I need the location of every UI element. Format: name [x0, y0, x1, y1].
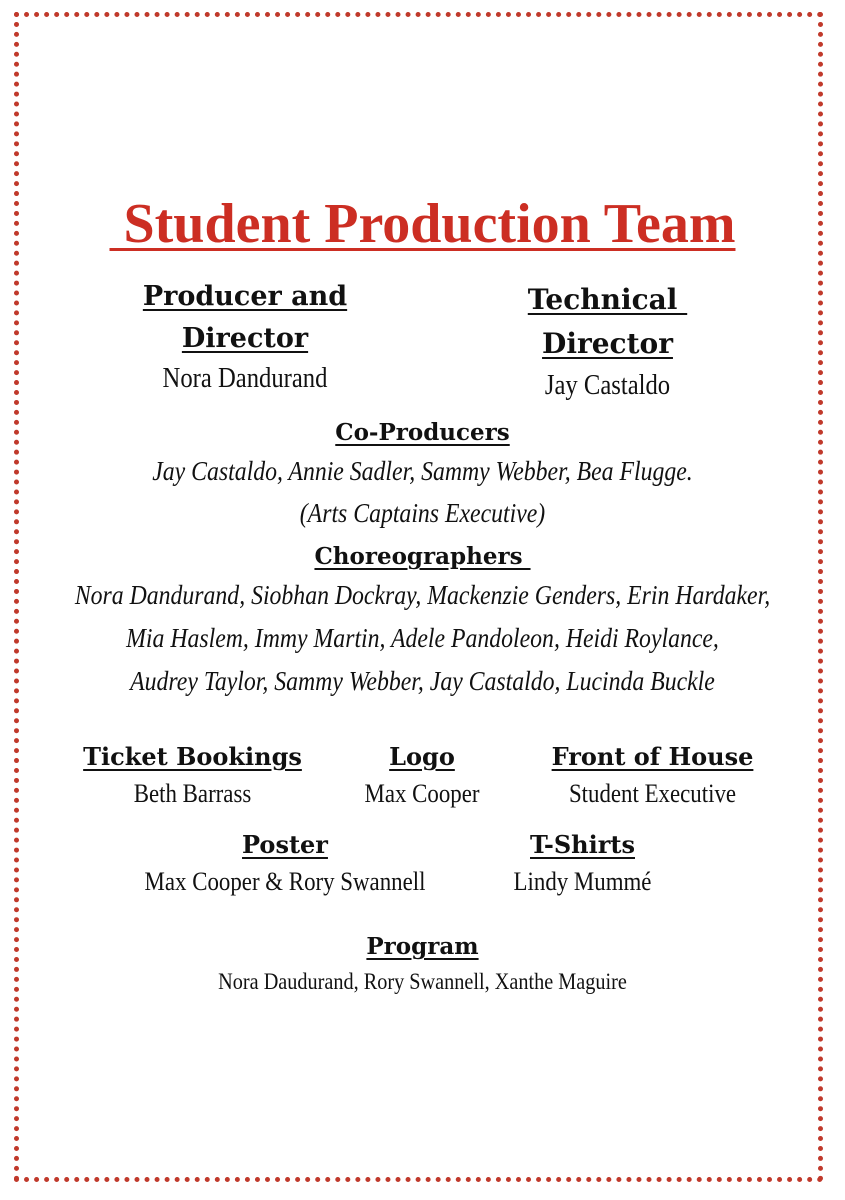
poster-heading: Poster [242, 830, 328, 859]
poster-section [100, 828, 470, 902]
logo-section [322, 740, 522, 814]
front-of-house-heading: Front of House [551, 742, 754, 771]
t-shirts-name: Lindy Mummé [513, 867, 652, 896]
producer-director-heading-line2: Director [181, 323, 309, 354]
choreographers-line2: Mia Haslem, Immy Martin, Adele Pandoleon, Heidi Roylance, [126, 623, 719, 653]
co-producers-section [0, 416, 845, 534]
logo-heading: Logo [389, 742, 455, 771]
ticket-bookings-name: Beth Barrass [133, 779, 252, 808]
program-names: Nora Daudurand, Rory Swannell, Xanthe Maguire [218, 969, 627, 994]
choreographers-line1: Nora Dandurand, Siobhan Dockray, Mackenzie Genders, Erin Hardaker, [74, 580, 771, 610]
co-producers-names: Jay Castaldo, Annie Sadler, Sammy Webber, Bea Flugge. [152, 456, 693, 486]
program-heading: Program [366, 933, 479, 960]
co-producers-note: (Arts Captains Executive) [299, 498, 546, 528]
producer-director-section [90, 276, 400, 398]
technical-director-heading-line2: Director [542, 327, 673, 360]
ticket-bookings-section [60, 740, 325, 814]
page-title: Student Production Team [109, 193, 736, 255]
program-section [0, 930, 845, 1000]
technical-director-section [455, 278, 760, 406]
poster-name: Max Cooper & Rory Swannell [144, 867, 426, 896]
choreographers-heading: Choreographers [314, 543, 531, 570]
technical-director-name: Jay Castaldo [544, 370, 671, 401]
front-of-house-section [525, 740, 780, 814]
producer-director-name: Nora Dandurand [162, 363, 328, 394]
logo-name: Max Cooper [364, 779, 480, 808]
t-shirts-section [470, 828, 695, 902]
t-shirts-heading: T-Shirts [530, 830, 635, 859]
ticket-bookings-heading: Ticket Bookings [83, 742, 302, 771]
choreographers-line3: Audrey Taylor, Sammy Webber, Jay Castaldo, Lucinda Buckle [130, 666, 715, 696]
co-producers-heading: Co-Producers [335, 419, 510, 446]
technical-director-heading-line1: Technical [527, 283, 688, 316]
front-of-house-name: Student Executive [568, 779, 737, 808]
choreographers-section [0, 540, 845, 703]
producer-director-heading-line1: Producer and [142, 281, 348, 312]
